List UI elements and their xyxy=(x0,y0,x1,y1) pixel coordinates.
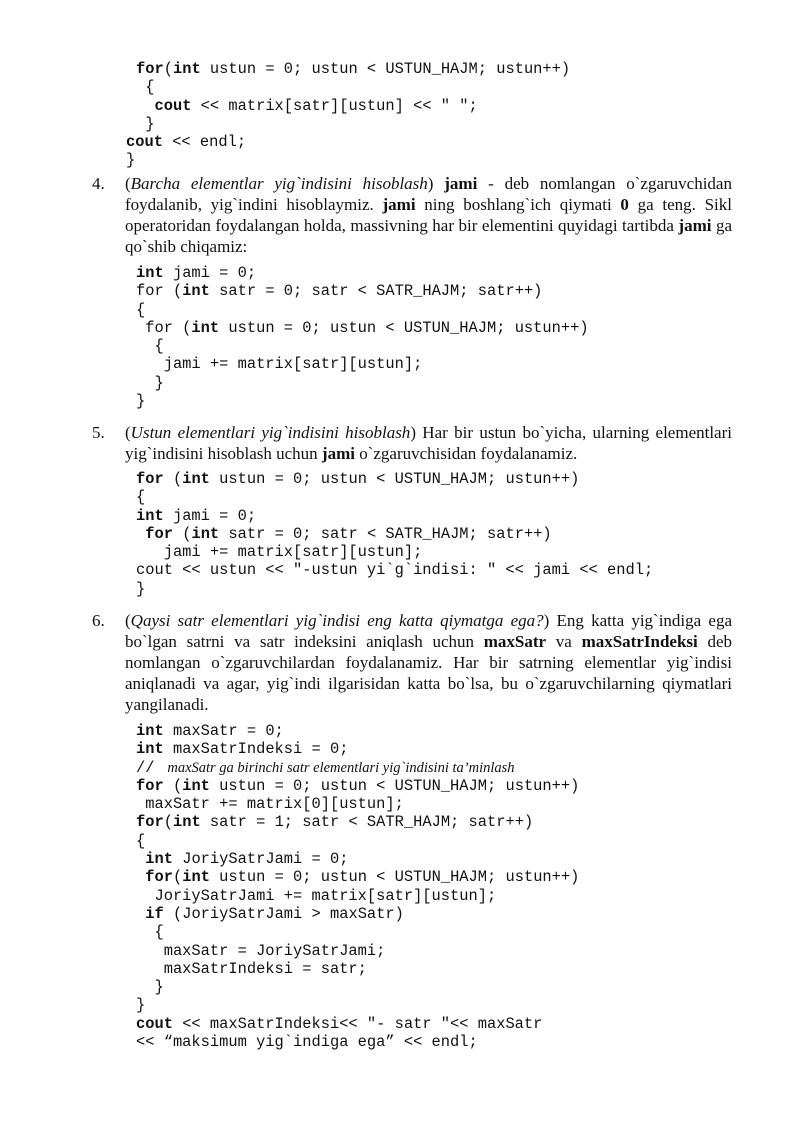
code-text: << “maksimum yig`indiga ega” << endl; xyxy=(136,1033,478,1052)
code-line xyxy=(136,488,653,506)
list-number: 4. xyxy=(92,174,105,193)
code-line xyxy=(126,133,570,151)
code-line xyxy=(136,319,589,337)
code-line xyxy=(136,868,579,886)
code-line xyxy=(136,561,653,579)
code-text: } xyxy=(136,978,164,997)
code-keyword: for xyxy=(136,60,164,78)
code-text xyxy=(136,850,145,868)
code-line xyxy=(136,301,589,319)
code-keyword: for xyxy=(145,524,173,543)
code-block-column-sum xyxy=(136,470,653,598)
code-text: (JoriySatrJami > maxSatr) xyxy=(163,904,404,923)
paragraph-text: - deb nomlangan o`zgaruvchidan foydalanib, yig`indini hisoblaymiz. xyxy=(125,174,732,214)
code-text: { xyxy=(136,337,164,356)
code-text: jami += matrix[satr][ustun]; xyxy=(136,543,423,562)
code-keyword: int xyxy=(172,60,201,78)
code-keyword: int xyxy=(182,776,210,795)
code-text: ustun = 0; ustun < USTUN_HAJM; ustun++) xyxy=(209,868,580,887)
code-line xyxy=(126,151,570,169)
paragraph-qaysi-satr xyxy=(125,610,732,715)
code-text: maxSatrIndeksi = 0; xyxy=(163,740,349,759)
code-text: ustun = 0; ustun < USTUN_HAJM; ustun++) xyxy=(209,776,580,795)
code-line xyxy=(136,337,589,355)
code-text: } xyxy=(136,114,155,133)
code-text: } xyxy=(136,392,146,411)
code-text: ustun = 0; ustun < USTUN_HAJM; ustun++) xyxy=(219,318,589,337)
code-comment: maxSatr ga birinchi satr elementlari yig`indisini ta’minlash xyxy=(163,759,515,776)
code-line xyxy=(136,97,570,115)
code-text: satr = 1; satr < SATR_HAJM; satr++) xyxy=(200,813,534,832)
code-text: << endl; xyxy=(162,133,247,152)
code-text: ( xyxy=(172,524,192,543)
bold-term: 0 xyxy=(620,195,629,214)
code-line xyxy=(136,740,579,758)
paragraph-text: ning boshlang`ich qiymati xyxy=(415,195,621,214)
code-keyword: int xyxy=(136,506,164,525)
code-text: ustun = 0; ustun < USTUN_HAJM; ustun++) xyxy=(200,60,571,78)
code-keyword: for xyxy=(136,470,164,488)
code-keyword: cout xyxy=(126,133,163,152)
paragraph-text: ) Eng katta yig`indiga ega bo`lgan satrni va satr indeksini aniqlash uchun xyxy=(125,611,732,651)
code-line xyxy=(136,1015,579,1033)
code-line xyxy=(136,722,579,740)
code-line xyxy=(136,392,589,410)
code-text: ( xyxy=(163,60,173,78)
code-text: << matrix[satr][ustun] << " "; xyxy=(191,96,478,115)
code-line xyxy=(136,78,570,96)
code-keyword: int xyxy=(136,722,164,740)
code-block-max-row xyxy=(136,722,579,1051)
code-text: for ( xyxy=(136,282,183,301)
code-text: cout << ustun << "-ustun yi`g`indisi: " << jami << endl; xyxy=(136,561,654,580)
code-text: ( xyxy=(163,470,183,488)
code-text: } xyxy=(126,151,136,170)
code-keyword: cout xyxy=(136,1014,173,1033)
code-line xyxy=(136,905,579,923)
bold-term: maxSatrIndeksi xyxy=(581,632,698,651)
code-text: for ( xyxy=(136,318,192,337)
bold-term: maxSatr xyxy=(483,632,547,651)
code-text: jami = 0; xyxy=(163,264,257,282)
code-text: satr = 0; satr < SATR_HAJM; satr++) xyxy=(209,282,543,301)
code-keyword: int xyxy=(191,318,220,337)
paragraph-text: deb nomlangan o`zgaruvchilardan foydalanamiz. Har bir satrning elementlar yig`indisi aniqlanadi va agar, yig`indi ilgarisidan katta bo`lsa, bu o`zgaruvchilarning qiymatlari yangilanadi. xyxy=(125,632,733,714)
code-line xyxy=(136,850,579,868)
code-line xyxy=(136,264,589,282)
code-line xyxy=(136,978,579,996)
code-text: } xyxy=(136,579,146,598)
code-line xyxy=(136,960,579,978)
paragraph-ustun-elementlari xyxy=(125,422,732,464)
code-text xyxy=(136,905,145,923)
list-number: 6. xyxy=(92,611,105,630)
code-text xyxy=(136,868,145,886)
paragraph-barcha-elementlar xyxy=(125,173,732,257)
paragraph-text: ( xyxy=(125,174,131,193)
code-keyword: int xyxy=(172,813,201,832)
paragraph-text: ) Har bir ustun bo`yicha, ularning elementlari yig`indisini hisoblash uchun xyxy=(125,423,732,463)
code-line xyxy=(136,923,579,941)
code-line xyxy=(136,355,589,373)
italic-title: Barcha elementlar yig`indisini hisoblash xyxy=(130,174,428,193)
list-number: 5. xyxy=(92,423,105,442)
code-text xyxy=(136,97,154,115)
code-text: JoriySatrJami = 0; xyxy=(172,850,349,869)
code-keyword: for xyxy=(145,868,173,887)
code-line xyxy=(136,887,579,905)
code-text: { xyxy=(136,78,155,97)
code-line xyxy=(136,777,579,795)
code-text: { xyxy=(136,488,146,507)
code-text: { xyxy=(136,300,146,319)
code-keyword: for xyxy=(136,813,164,832)
code-text: satr = 0; satr < SATR_HAJM; satr++) xyxy=(219,524,552,543)
code-text: ( xyxy=(172,868,183,887)
code-text: ustun = 0; ustun < USTUN_HAJM; ustun++) xyxy=(209,470,580,488)
code-text: maxSatrIndeksi = satr; xyxy=(136,959,367,978)
paragraph-text: va xyxy=(546,632,582,651)
code-keyword: int xyxy=(191,524,220,543)
code-line xyxy=(136,1033,579,1051)
code-line xyxy=(136,996,579,1014)
code-line xyxy=(136,507,653,525)
code-text: maxSatr += matrix[0][ustun]; xyxy=(136,795,404,814)
bold-term: jami xyxy=(444,174,478,193)
code-line xyxy=(136,282,589,300)
code-keyword: int xyxy=(145,850,173,869)
code-text: << maxSatrIndeksi<< "- satr "<< maxSatr xyxy=(172,1014,543,1033)
code-line xyxy=(136,942,579,960)
code-keyword: for xyxy=(136,776,164,795)
code-keyword: if xyxy=(145,904,164,923)
code-line xyxy=(136,543,653,561)
bold-term: jami xyxy=(382,195,416,214)
italic-title: Qaysi satr elementlari yig`indisi eng katta qiymatga ega? xyxy=(130,611,544,630)
code-line xyxy=(136,374,589,392)
italic-title: Ustun elementlari yig`indisini hisoblash xyxy=(130,423,411,442)
code-text: jami += matrix[satr][ustun]; xyxy=(136,355,423,374)
code-keyword: int xyxy=(182,470,210,488)
code-text: } xyxy=(136,373,164,392)
code-line xyxy=(136,759,579,777)
code-text: { xyxy=(136,923,164,942)
code-keyword: int xyxy=(182,868,210,887)
code-text: JoriySatrJami += matrix[satr][ustun]; xyxy=(136,886,497,905)
code-text: { xyxy=(136,831,146,850)
bold-term: jami xyxy=(678,216,712,235)
code-line xyxy=(136,115,570,133)
paragraph-text: ga qo`shib chiqamiz: xyxy=(125,216,732,256)
code-line xyxy=(136,525,653,543)
code-text: maxSatr = JoriySatrJami; xyxy=(136,941,386,960)
code-keyword: cout xyxy=(154,96,192,115)
paragraph-text: ( xyxy=(125,611,131,630)
paragraph-text: o`zgaruvchisidan foydalanamiz. xyxy=(354,444,578,463)
code-block-jami-sum xyxy=(136,264,589,410)
code-text: // xyxy=(136,758,164,777)
code-text xyxy=(136,525,145,543)
paragraph-text: ) xyxy=(427,174,445,193)
code-line xyxy=(136,470,653,488)
code-line xyxy=(136,832,579,850)
code-block-cout-loop xyxy=(126,60,571,170)
code-text: } xyxy=(136,996,146,1015)
paragraph-text: ga teng. Sikl operatoridan foydalangan holda, massivning har bir elementini quyidagi tartibda xyxy=(125,195,732,235)
code-text: maxSatr = 0; xyxy=(163,722,284,740)
code-text: jami = 0; xyxy=(163,506,257,525)
bold-term: jami xyxy=(321,444,355,463)
code-keyword: int xyxy=(136,740,164,759)
paragraph-text: ( xyxy=(125,423,131,442)
code-line xyxy=(136,60,570,78)
code-line xyxy=(136,813,579,831)
code-text: ( xyxy=(163,776,183,795)
code-text: ( xyxy=(163,813,173,832)
code-keyword: int xyxy=(182,282,210,301)
code-line xyxy=(136,795,579,813)
code-keyword: int xyxy=(136,264,164,282)
code-line xyxy=(136,580,653,598)
